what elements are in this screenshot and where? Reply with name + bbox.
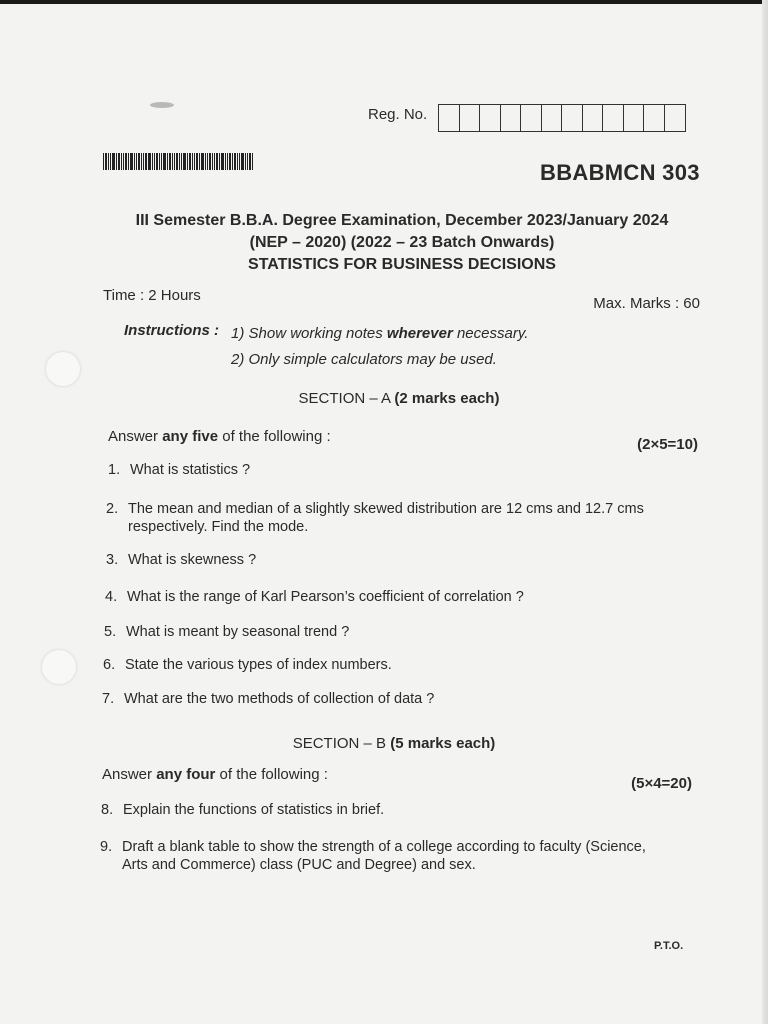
barcode-bar	[227, 153, 228, 170]
reg-box	[439, 105, 460, 131]
barcode-bar	[252, 153, 253, 170]
section-b-instruction	[102, 766, 328, 783]
barcode-bar	[141, 153, 142, 170]
barcode-bar	[212, 153, 213, 170]
answer-text: Answer	[102, 766, 157, 783]
section-b-marks-note: (5 marks each)	[390, 735, 496, 752]
section-a-instruction	[108, 428, 331, 445]
barcode-bar	[181, 153, 182, 170]
barcode-bar	[241, 153, 244, 170]
barcode-bar	[189, 153, 191, 170]
barcode-bar	[209, 153, 211, 170]
section-a-marks-note: (2 marks each)	[394, 390, 500, 407]
barcode-bar	[239, 153, 240, 170]
barcode-bar	[234, 153, 236, 170]
answer-text: Answer	[108, 428, 163, 445]
page-right-edge	[762, 0, 768, 1024]
answer-text-end: of the following :	[215, 766, 328, 783]
barcode-bar	[121, 153, 122, 170]
reg-box	[542, 105, 563, 131]
section-b-title: SECTION – B	[292, 735, 391, 752]
question-number: 3.	[106, 552, 119, 568]
barcode-bar	[174, 153, 175, 170]
answer-text-end: of the following :	[218, 428, 331, 445]
barcode-bar	[187, 153, 188, 170]
subject-title: STATISTICS FOR BUSINESS DECISIONS	[248, 256, 556, 273]
barcode-bar	[172, 153, 173, 170]
barcode-bar	[103, 153, 104, 170]
page-turn-over: P.T.O.	[654, 940, 684, 952]
reg-box	[521, 105, 542, 131]
ink-smudge	[150, 102, 174, 108]
question-text: The mean and median of a slightly skewed distribution are 12 cms and 12.7 cms respectively. Find the mode.	[128, 501, 644, 535]
barcode-bar	[247, 153, 248, 170]
section-a-title: SECTION – A	[298, 390, 395, 407]
section-b-marks: (5×4=20)	[631, 775, 692, 792]
barcode-bar	[216, 153, 218, 170]
question-9	[100, 838, 666, 874]
question-text: Draft a blank table to show the strength of a college according to faculty (Science, Arts and Commerce) class (PUC and Degree) and sex.	[122, 839, 646, 873]
instruction-1-emphasis: wherever	[386, 325, 453, 342]
answer-count: any four	[156, 766, 216, 783]
question-6	[103, 657, 663, 673]
barcode-bar	[196, 153, 198, 170]
punch-hole-upper	[46, 352, 80, 386]
barcode-bar	[176, 153, 178, 170]
barcode-bar	[148, 153, 151, 170]
answer-count: any five	[162, 428, 219, 445]
reg-box	[583, 105, 604, 131]
question-1	[108, 462, 668, 478]
barcode-bar	[123, 153, 124, 170]
section-a-heading	[0, 390, 768, 407]
barcode-bar	[112, 153, 115, 170]
scan-top-edge	[0, 0, 768, 4]
barcode-bar	[143, 153, 144, 170]
barcode-bar	[237, 153, 238, 170]
paper-code: BBABMCN 303	[540, 160, 700, 185]
barcode-bar	[118, 153, 120, 170]
barcode-bar	[128, 153, 129, 170]
barcode-bar	[152, 153, 153, 170]
section-a-marks: (2×5=10)	[637, 436, 698, 453]
question-7	[102, 691, 662, 707]
barcode-bar	[108, 153, 109, 170]
instructions-label: Instructions :	[124, 322, 220, 339]
question-8	[101, 802, 661, 818]
barcode-bar	[245, 153, 246, 170]
barcode-bar	[229, 153, 231, 170]
question-text: What is meant by seasonal trend ?	[126, 624, 350, 640]
barcode-bar	[225, 153, 226, 170]
barcode-bar	[183, 153, 186, 170]
punch-hole-lower	[42, 650, 76, 684]
question-text: State the various types of index numbers.	[125, 657, 392, 673]
reg-box	[624, 105, 645, 131]
question-4	[105, 589, 665, 605]
reg-no-label: Reg. No.	[368, 106, 428, 123]
question-text: What are the two methods of collection of data ?	[124, 691, 435, 707]
barcode	[103, 153, 254, 170]
question-number: 7.	[102, 691, 115, 707]
barcode-bar	[161, 153, 162, 170]
instruction-1-text-end: necessary.	[452, 325, 529, 342]
question-number: 8.	[101, 802, 114, 818]
question-number: 1.	[108, 462, 121, 478]
instruction-2: 2) Only simple calculators may be used.	[231, 351, 497, 368]
barcode-bar	[125, 153, 127, 170]
barcode-bar	[130, 153, 133, 170]
question-2	[106, 500, 672, 536]
instruction-1	[231, 325, 528, 342]
question-number: 4.	[105, 589, 118, 605]
reg-box	[460, 105, 481, 131]
barcode-bar	[207, 153, 208, 170]
barcode-bar	[163, 153, 166, 170]
barcode-bar	[194, 153, 195, 170]
question-text: Explain the functions of statistics in brief.	[123, 802, 385, 818]
barcode-bar	[138, 153, 140, 170]
exam-title: III Semester B.B.A. Degree Examination, December 2023/January 2024	[135, 212, 669, 229]
barcode-bar	[219, 153, 220, 170]
barcode-bar	[201, 153, 204, 170]
question-number: 5.	[104, 624, 117, 640]
barcode-bar	[167, 153, 168, 170]
barcode-bar	[136, 153, 137, 170]
reg-box	[562, 105, 583, 131]
barcode-bar	[110, 153, 111, 170]
barcode-bar	[199, 153, 200, 170]
reg-box	[644, 105, 665, 131]
question-text: What is skewness ?	[128, 552, 257, 568]
barcode-bar	[249, 153, 251, 170]
time-allowed: Time : 2 Hours	[103, 287, 201, 304]
barcode-bar	[179, 153, 180, 170]
question-number: 6.	[103, 657, 116, 673]
reg-box	[480, 105, 501, 131]
barcode-bar	[232, 153, 233, 170]
barcode-bar	[192, 153, 193, 170]
question-number: 2.	[106, 501, 119, 517]
barcode-bar	[105, 153, 107, 170]
barcode-bar	[154, 153, 155, 170]
barcode-bar	[214, 153, 215, 170]
question-number: 9.	[100, 839, 113, 855]
instruction-1-text: 1) Show working notes	[231, 325, 387, 342]
question-3	[106, 552, 666, 568]
exam-subtitle: (NEP – 2020) (2022 – 23 Batch Onwards)	[249, 234, 555, 251]
barcode-bar	[134, 153, 135, 170]
question-text: What is statistics ?	[130, 462, 251, 478]
reg-box	[501, 105, 522, 131]
barcode-bar	[156, 153, 158, 170]
barcode-bar	[205, 153, 206, 170]
reg-box	[603, 105, 624, 131]
reg-box	[665, 105, 686, 131]
barcode-bar	[116, 153, 117, 170]
question-5	[104, 624, 664, 640]
barcode-bar	[169, 153, 171, 170]
reg-no-boxes	[438, 104, 686, 132]
barcode-bar	[145, 153, 147, 170]
barcode-bar	[221, 153, 224, 170]
max-marks: Max. Marks : 60	[593, 295, 700, 312]
barcode-bar	[159, 153, 160, 170]
section-b-heading	[0, 735, 768, 752]
question-text: What is the range of Karl Pearson’s coefficient of correlation ?	[127, 589, 524, 605]
